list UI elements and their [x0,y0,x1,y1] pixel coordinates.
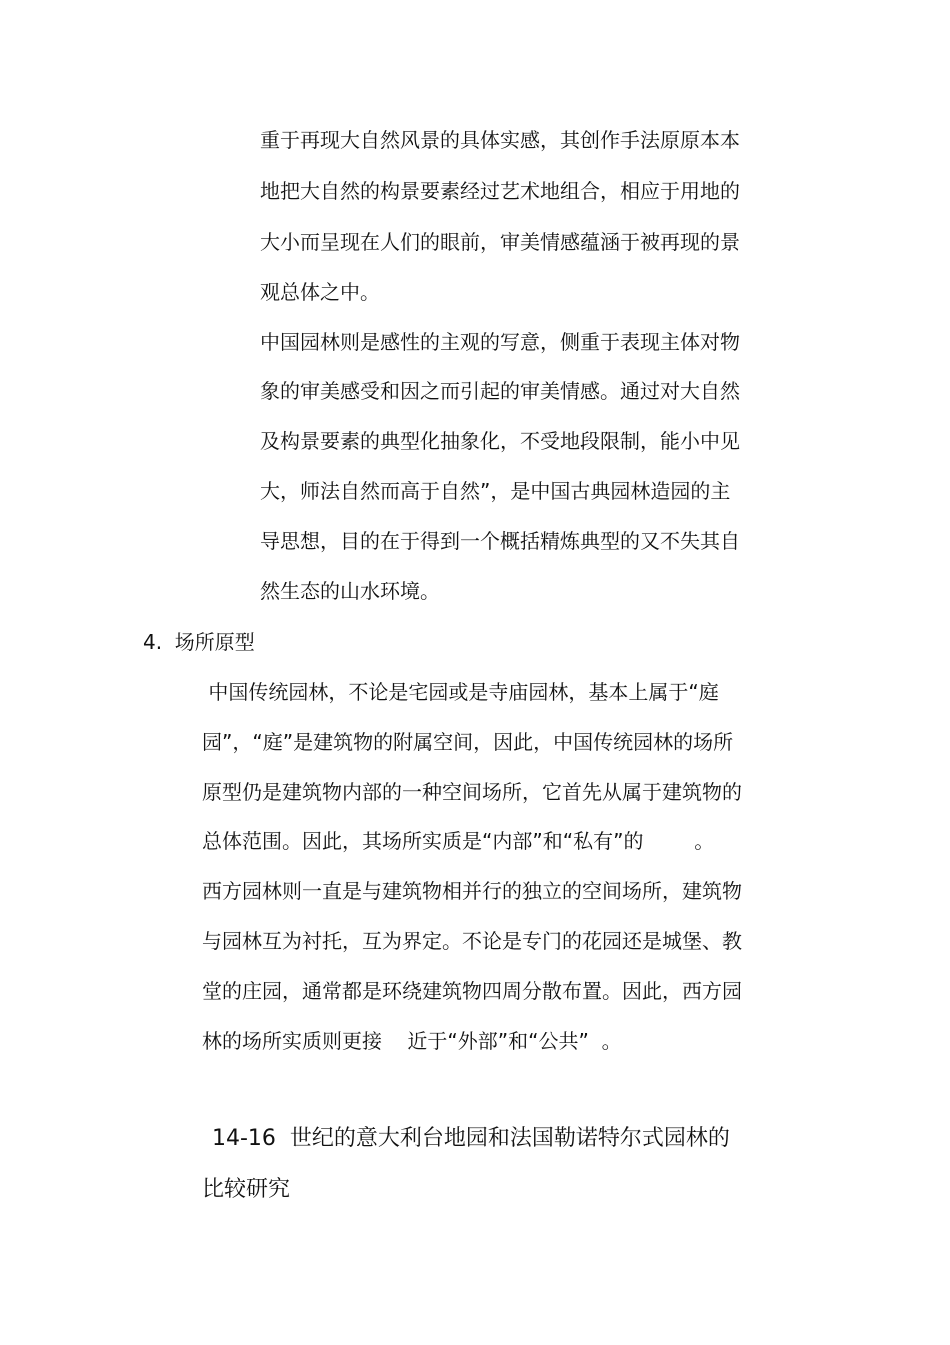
text-line: 观总体之中。 [260,280,380,304]
text-line: 总体范围。因此，其场所实质是“内部”和“私有”的 。 [202,829,715,853]
section-title: 4. 场所原型 [143,630,255,654]
text-line: 大小而呈现在人们的眼前，审美情感蕴涵于被再现的景 [260,230,740,254]
text-line: 及构景要素的典型化抽象化，不受地段限制，能小中见 [260,429,740,453]
text-line: 林的场所实质则更接 近于“外部”和“公共” 。 [202,1029,622,1053]
text-line: 与园林互为衬托，互为界定。不论是专门的花园还是城堡、教 [202,929,742,953]
text-line: 象的审美感受和因之而引起的审美情感。通过对大自然 [260,379,740,403]
text-line: 中国园林则是感性的主观的写意，侧重于表现主体对物 [260,330,740,354]
text-line: 重于再现大自然风景的具体实感，其创作手法原原本本 [260,128,740,152]
text-line: 西方园林则一直是与建筑物相并行的独立的空间场所，建筑物 [202,879,742,903]
text-line: 地把大自然的构景要素经过艺术地组合，相应于用地的 [260,179,740,203]
text-line: 堂的庄园，通常都是环绕建筑物四周分散布置。因此，西方园 [202,979,742,1003]
heading-line: 比较研究 [202,1177,291,1202]
text-line: 然生态的山水环境。 [260,579,440,603]
text-line: 导思想，目的在于得到一个概括精炼典型的又不失其自 [260,529,740,553]
text-line: 大，师法自然而高于自然”，是中国古典园林造园的主 [260,479,731,503]
text-line: 园”，“庭”是建筑物的附属空间，因此，中国传统园林的场所 [202,730,734,754]
text-line: 中国传统园林，不论是宅园或是寺庙园林，基本上属于“庭 [202,680,719,704]
heading-line: 14-16 世纪的意大利台地园和法国勒诺特尔式园林的 [212,1126,730,1151]
text-line: 原型仍是建筑物内部的一种空间场所，它首先从属于建筑物的 [202,780,742,804]
